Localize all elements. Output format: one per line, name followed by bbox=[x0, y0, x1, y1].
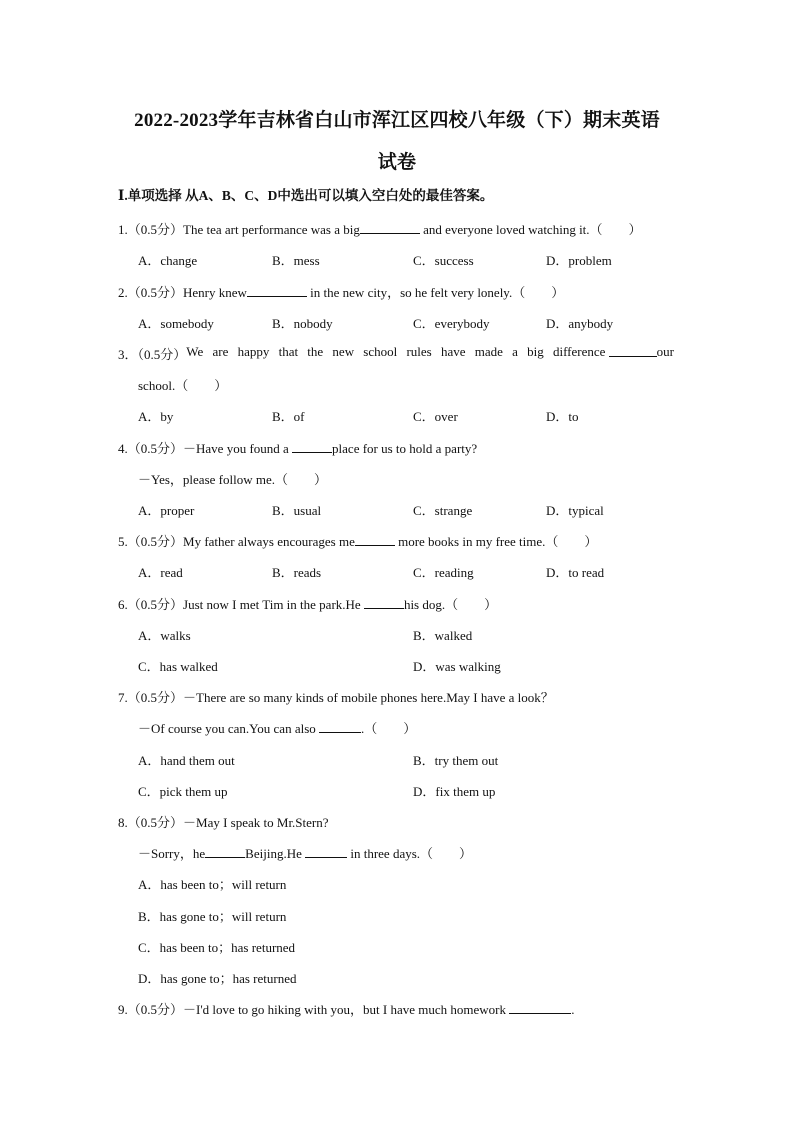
question-text: We are happy that the new school rules have made a big difference bbox=[186, 344, 609, 359]
question-number: 8.（0.5分） bbox=[118, 815, 184, 830]
reply-text: .（ ） bbox=[361, 721, 417, 736]
question-text: －I'd love to go hiking with you，but I have much homework bbox=[183, 1002, 510, 1017]
question-number: 6.（0.5分） bbox=[118, 597, 184, 612]
option-c: C．pick them up bbox=[138, 784, 228, 799]
option-a: A．hand them out bbox=[138, 753, 235, 768]
section-heading: Ⅰ.单项选择 从A、B、C、D中选出可以填入空白处的最佳答案。 bbox=[118, 188, 494, 203]
question-number: 9.（0.5分） bbox=[118, 1002, 184, 1017]
option-d: D．fix them up bbox=[413, 784, 496, 799]
option-d: D．problem bbox=[546, 253, 612, 268]
question-8-reply bbox=[138, 843, 472, 862]
question-text: more books in my free time.（ ） bbox=[394, 534, 598, 549]
question-3 bbox=[118, 344, 674, 363]
option-b: B．try them out bbox=[413, 753, 499, 768]
option-b: B．has gone to；will return bbox=[138, 909, 287, 924]
option-d: D．to bbox=[546, 409, 579, 424]
answer-blank bbox=[292, 440, 332, 453]
question-2 bbox=[118, 282, 564, 301]
option-d: D．typical bbox=[546, 503, 604, 518]
option-a: A．proper bbox=[138, 503, 195, 518]
question-number: 4.（0.5分） bbox=[118, 441, 184, 456]
question-6 bbox=[118, 594, 497, 613]
option-b: B．walked bbox=[413, 628, 473, 643]
option-a: A．by bbox=[138, 409, 174, 424]
option-d: D．has gone to；has returned bbox=[138, 971, 297, 986]
question-text: －Have you found a bbox=[183, 441, 293, 456]
answer-blank bbox=[509, 1001, 571, 1014]
option-c: C．has walked bbox=[138, 659, 218, 674]
option-a: A．change bbox=[138, 253, 198, 268]
option-b: B．usual bbox=[272, 503, 322, 518]
option-c: C．has been to；has returned bbox=[138, 940, 296, 955]
document-title-line-2: 试卷 bbox=[377, 152, 417, 173]
question-9 bbox=[118, 999, 574, 1018]
reply-text: Beijing.He bbox=[245, 846, 306, 861]
question-number: 7.（0.5分） bbox=[118, 690, 184, 705]
question-text: Just now I met Tim in the park.He bbox=[183, 597, 364, 612]
question-text: My father always encourages me bbox=[183, 534, 355, 549]
question-text: The tea art performance was a big bbox=[183, 222, 360, 237]
question-text: and everyone loved watching it.（ ） bbox=[419, 222, 642, 237]
question-8 bbox=[118, 812, 329, 831]
answer-blank bbox=[355, 533, 395, 546]
option-a: A．walks bbox=[138, 628, 191, 643]
option-d: D．to read bbox=[546, 565, 605, 580]
question-number: 3．（0.5分） bbox=[118, 347, 187, 362]
answer-blank bbox=[205, 845, 245, 858]
option-a: A．somebody bbox=[138, 316, 214, 331]
option-c: C．success bbox=[413, 253, 474, 268]
reply-text: －Of course you can.You can also bbox=[138, 721, 320, 736]
question-text: his dog.（ ） bbox=[403, 597, 498, 612]
question-7 bbox=[118, 687, 554, 706]
reply-text: －Sorry，he bbox=[138, 846, 206, 861]
option-a: A．read bbox=[138, 565, 183, 580]
option-b: B．mess bbox=[272, 253, 320, 268]
option-c: C．everybody bbox=[413, 316, 490, 331]
option-a: A．has been to；will return bbox=[138, 877, 287, 892]
question-text: －There are so many kinds of mobile phones here.May I have a look？ bbox=[183, 690, 554, 705]
question-text: . bbox=[571, 1002, 575, 1017]
question-5 bbox=[118, 531, 597, 550]
question-4-reply: －Yes，please follow me.（ ） bbox=[138, 472, 327, 487]
option-b: B．nobody bbox=[272, 316, 333, 331]
option-c: C．reading bbox=[413, 565, 474, 580]
question-4 bbox=[118, 438, 477, 457]
answer-blank bbox=[305, 845, 347, 858]
question-7-reply bbox=[138, 718, 416, 737]
answer-blank bbox=[360, 221, 420, 234]
question-text: place for us to hold a party? bbox=[332, 441, 478, 456]
option-b: B．reads bbox=[272, 565, 322, 580]
question-3-continued: school.（ ） bbox=[138, 378, 228, 393]
option-b: B．of bbox=[272, 409, 305, 424]
question-text: －May I speak to Mr.Stern? bbox=[183, 815, 329, 830]
answer-blank bbox=[247, 284, 307, 297]
answer-blank bbox=[319, 720, 361, 733]
question-1 bbox=[118, 219, 642, 238]
question-number: 1.（0.5分） bbox=[118, 222, 184, 237]
question-text: in the new city，so he felt very lonely.（ ） bbox=[306, 285, 565, 300]
question-text: our bbox=[656, 344, 674, 359]
answer-blank bbox=[609, 344, 657, 357]
reply-text: in three days.（ ） bbox=[347, 846, 473, 861]
question-number: 5.（0.5分） bbox=[118, 534, 184, 549]
option-d: D．was walking bbox=[413, 659, 501, 674]
option-c: C．strange bbox=[413, 503, 473, 518]
question-number: 2.（0.5分） bbox=[118, 285, 184, 300]
question-text: Henry knew bbox=[183, 285, 247, 300]
option-c: C．over bbox=[413, 409, 458, 424]
answer-blank bbox=[364, 596, 404, 609]
option-d: D．anybody bbox=[546, 316, 614, 331]
document-title-line-1: 2022-2023学年吉林省白山市浑江区四校八年级（下）期末英语 bbox=[134, 110, 660, 131]
